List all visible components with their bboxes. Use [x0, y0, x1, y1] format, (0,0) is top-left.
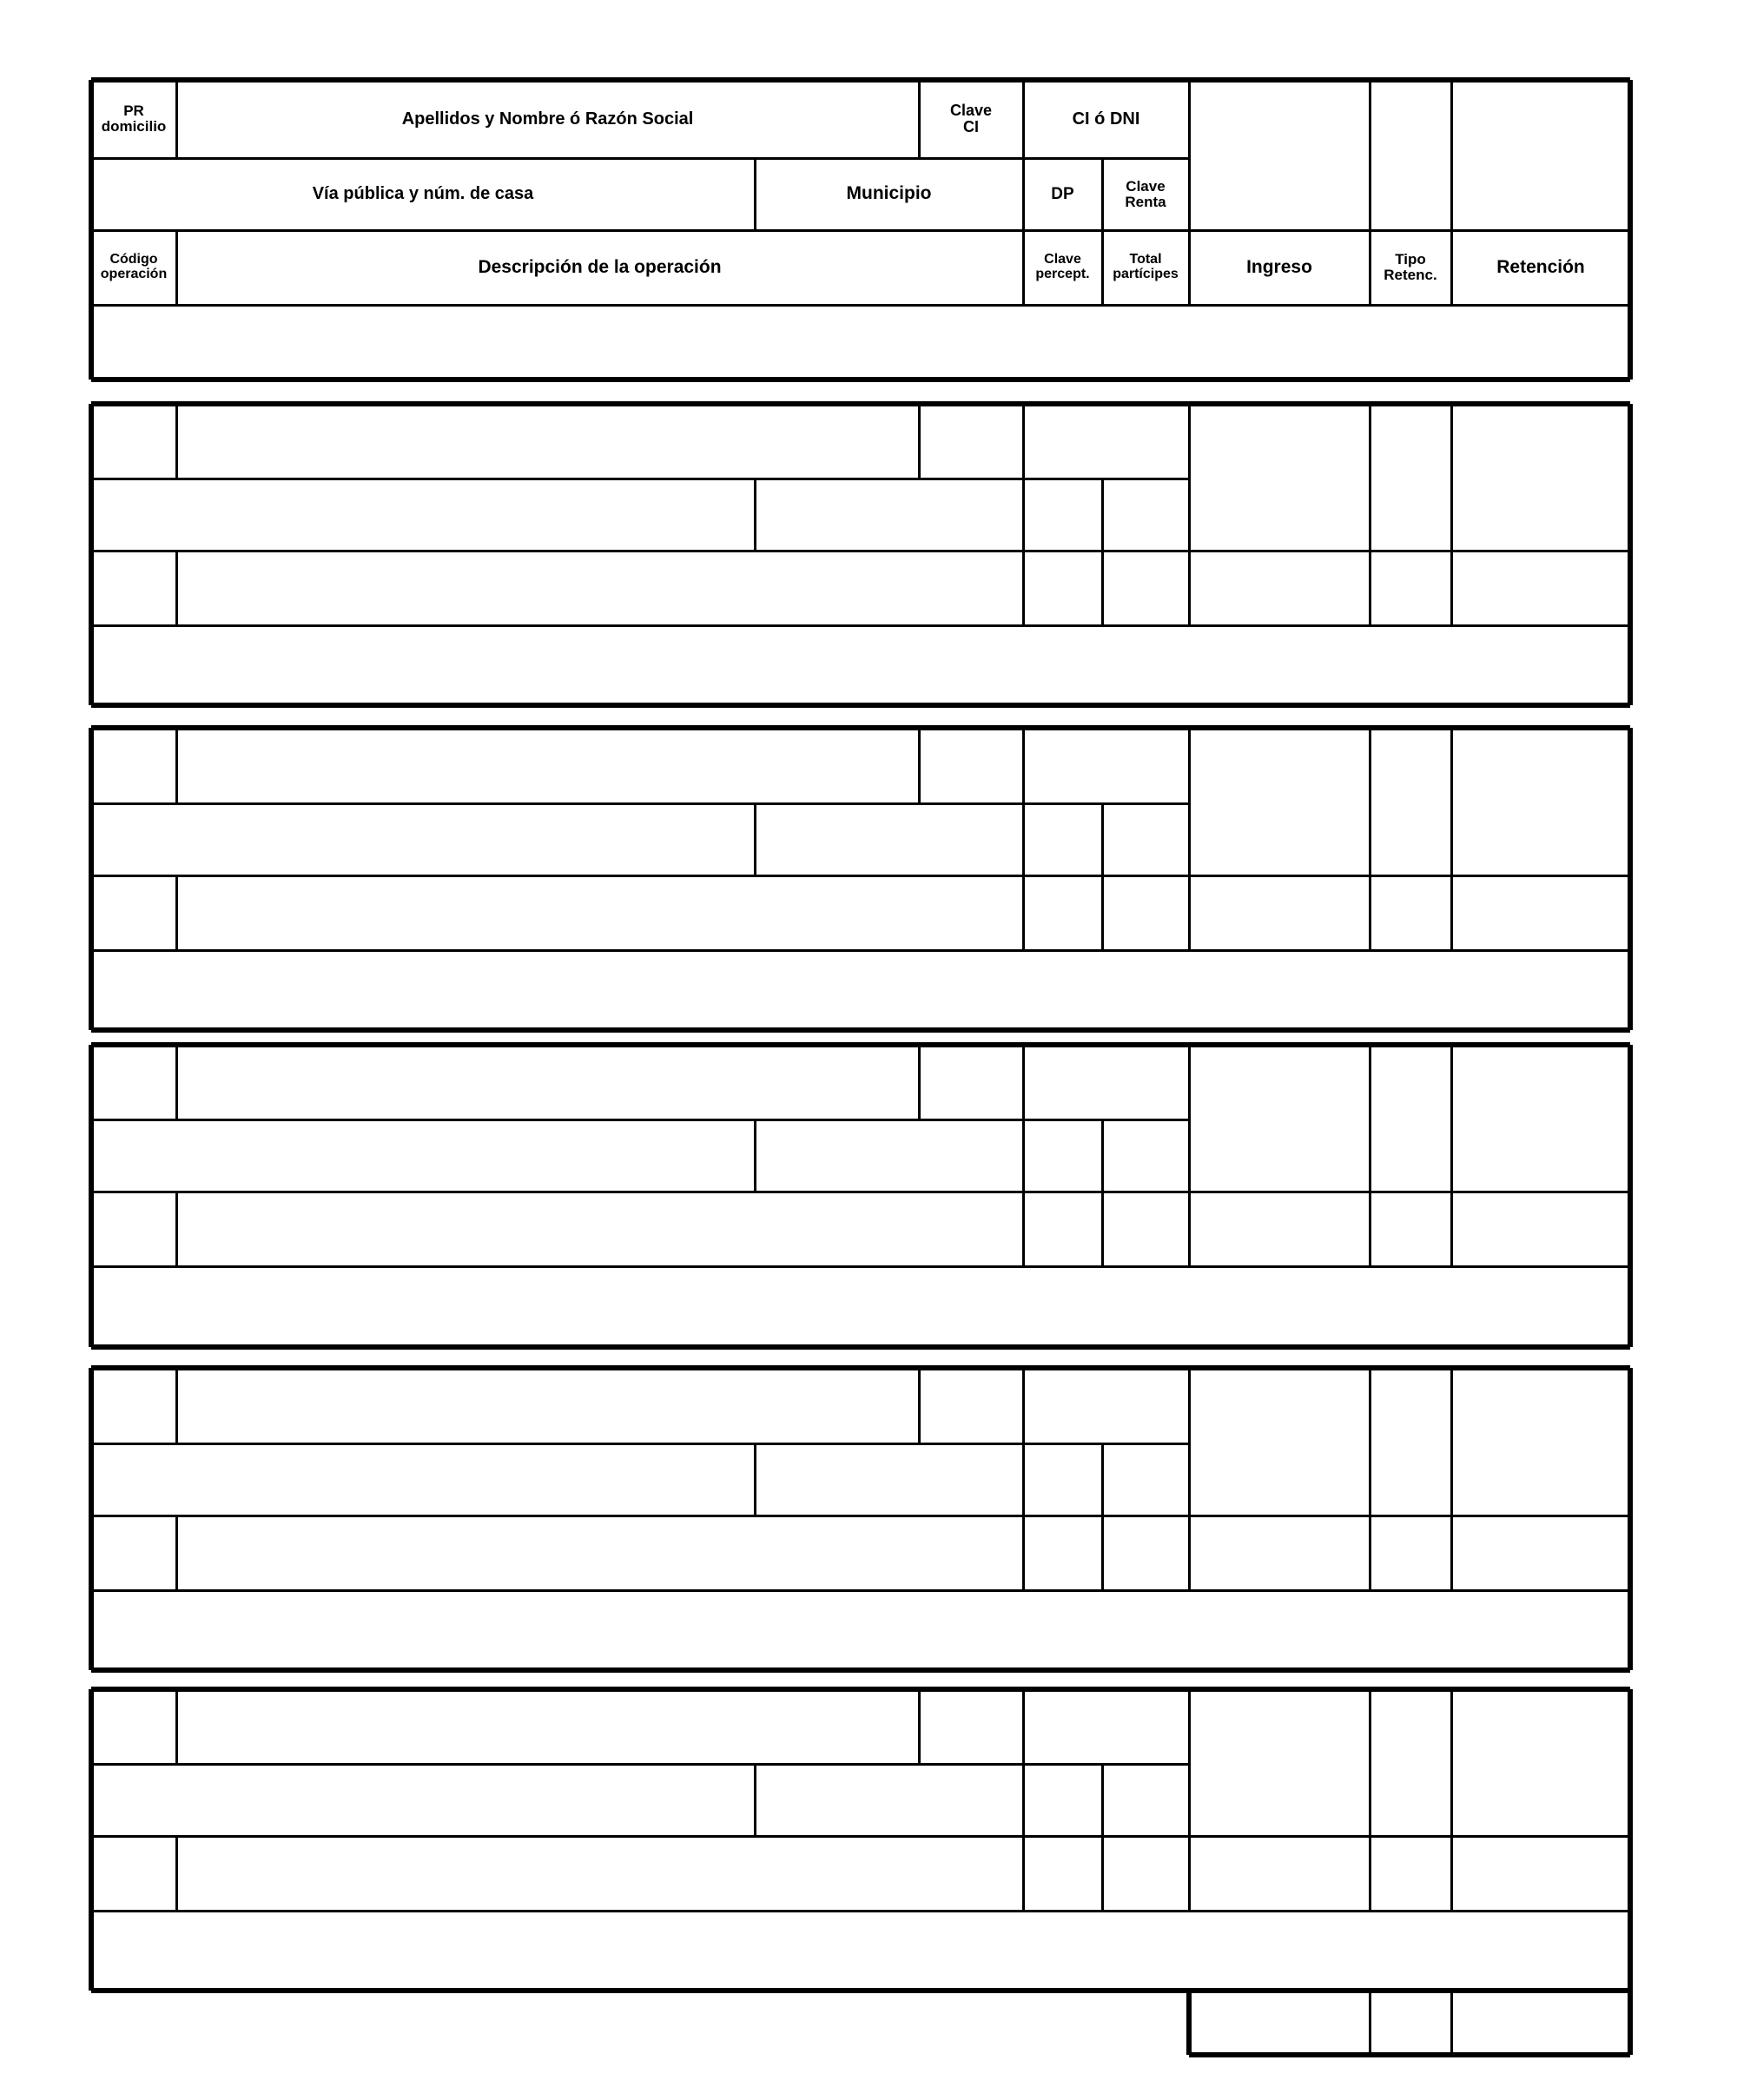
entry-5-municipio-field[interactable] — [757, 1767, 1020, 1833]
entry-2-notes-field[interactable] — [94, 953, 1628, 1027]
entry-5-pr-domicilio-field[interactable] — [94, 1692, 174, 1761]
rule-line — [91, 875, 1630, 877]
entry-1-clave-ci-field[interactable] — [921, 406, 1020, 476]
total-tipo-retenc-field[interactable] — [1372, 1993, 1449, 2052]
entry-2-border-right — [1628, 728, 1633, 1030]
rule-line — [91, 1835, 1630, 1838]
rule-line — [91, 1910, 1630, 1912]
entry-3-tipo-retenc-sum-field[interactable] — [1372, 1194, 1449, 1264]
entry-5-dp-field[interactable] — [1026, 1767, 1100, 1833]
rule-line — [918, 1368, 921, 1443]
entry-4-tipo-retenc-sum-field[interactable] — [1372, 1518, 1449, 1588]
rule-line — [1450, 1689, 1453, 1911]
entry-4-municipio-field[interactable] — [757, 1446, 1020, 1513]
rule-line — [754, 1119, 756, 1192]
entry-3-municipio-field[interactable] — [757, 1122, 1020, 1189]
label-clave-renta: Clave Renta — [1125, 177, 1166, 210]
entry-5-ci-dni-field[interactable] — [1026, 1692, 1186, 1761]
rule-line — [91, 624, 1630, 627]
entry-1-total-participes-field[interactable] — [1105, 553, 1186, 623]
rule-line — [175, 404, 178, 479]
rule-line — [1101, 1192, 1104, 1266]
rule-line — [918, 1045, 921, 1119]
label-retencion: Retención — [1496, 256, 1585, 277]
rule-line — [1022, 1689, 1025, 1764]
rule-line — [91, 1191, 1630, 1193]
entry-2-ingreso-field[interactable] — [1192, 730, 1367, 873]
rule-line — [175, 1836, 178, 1911]
entry-3-retencion-sum-field[interactable] — [1454, 1194, 1628, 1264]
rule-line — [1101, 1516, 1104, 1590]
entry-1-codigo-operacion-field[interactable] — [94, 553, 174, 623]
entry-4-clave-renta-field[interactable] — [1105, 1446, 1186, 1513]
entry-2-retencion-field[interactable] — [1454, 730, 1628, 873]
entry-3-ingreso-field[interactable] — [1192, 1047, 1367, 1189]
entry-1-ingreso-field[interactable] — [1192, 406, 1367, 548]
entry-4-notes-field[interactable] — [94, 1593, 1628, 1667]
entry-2-total-participes-field[interactable] — [1105, 878, 1186, 948]
label-ingreso: Ingreso — [1246, 256, 1312, 277]
entry-3-total-participes-field[interactable] — [1105, 1194, 1186, 1264]
entry-4-apellidos-nombre-field[interactable] — [179, 1370, 916, 1441]
entry-1-border-right — [1628, 404, 1633, 705]
entry-4-border-bottom — [91, 1667, 1630, 1673]
rule-line — [175, 1045, 178, 1119]
rule-line — [1101, 875, 1104, 950]
entry-1-ingreso-sum-field[interactable] — [1192, 553, 1367, 623]
total-ingreso-field[interactable] — [1192, 1993, 1367, 2052]
label-clave-percept: Clave percept. — [1035, 252, 1090, 281]
entry-3-descripcion-operacion-field[interactable] — [179, 1194, 1020, 1264]
label-clave-ci: Clave CI — [949, 102, 993, 135]
rule-line — [1022, 479, 1025, 551]
entry-4-border-right — [1628, 1368, 1633, 1670]
rule-line — [1188, 728, 1191, 950]
entry-1-municipio-field[interactable] — [757, 481, 1020, 548]
rule-line — [175, 551, 178, 625]
rule-line — [1369, 1991, 1371, 2055]
rule-line — [1022, 1516, 1025, 1590]
entry-2-tipo-retenc-sum-field[interactable] — [1372, 878, 1449, 948]
rule-line — [1101, 1443, 1104, 1516]
entry-4-dp-field[interactable] — [1026, 1446, 1100, 1513]
label-descripcion-operacion: Descripción de la operación — [478, 256, 722, 277]
entry-3-dp-field[interactable] — [1026, 1122, 1100, 1189]
rule-line — [175, 1368, 178, 1443]
rule-line — [1022, 1119, 1025, 1192]
label-apellidos-nombre: Apellidos y Nombre ó Razón Social — [401, 109, 694, 129]
entry-3-tipo-retenc-field[interactable] — [1372, 1047, 1449, 1189]
entry-5-tipo-retenc-field[interactable] — [1372, 1692, 1449, 1833]
rule-line — [1369, 1045, 1371, 1266]
rule-line — [91, 1515, 1630, 1517]
entry-3-codigo-operacion-field[interactable] — [94, 1194, 174, 1264]
entry-4-ingreso-sum-field[interactable] — [1192, 1518, 1367, 1588]
entry-5-retencion-sum-field[interactable] — [1454, 1839, 1628, 1908]
rule-line — [1022, 1836, 1025, 1911]
rule-line — [754, 1443, 756, 1516]
rule-line — [1022, 1045, 1025, 1119]
rule-line — [91, 1589, 1630, 1592]
entry-3-retencion-field[interactable] — [1454, 1047, 1628, 1189]
rule-line — [918, 728, 921, 803]
entry-1-clave-percept-field[interactable] — [1026, 553, 1100, 623]
rule-line — [1369, 1368, 1371, 1590]
entry-2-ingreso-sum-field[interactable] — [1192, 878, 1367, 948]
entry-5-total-participes-field[interactable] — [1105, 1839, 1186, 1908]
rule-line — [1450, 1045, 1453, 1266]
rule-line — [918, 404, 921, 479]
label-codigo-operacion: Código operación — [100, 252, 168, 281]
entry-3-notes-field[interactable] — [94, 1269, 1628, 1344]
rule-line — [1101, 1119, 1104, 1192]
entry-1-ci-dni-field[interactable] — [1026, 406, 1186, 476]
rule-line — [1022, 1192, 1025, 1266]
entry-4-pr-domicilio-field[interactable] — [94, 1370, 174, 1441]
entry-3-apellidos-nombre-field[interactable] — [179, 1047, 916, 1117]
rule-line — [1450, 404, 1453, 625]
entry-2-descripcion-operacion-field[interactable] — [179, 878, 1020, 948]
entry-4-tipo-retenc-field[interactable] — [1372, 1370, 1449, 1513]
entry-2-retencion-sum-field[interactable] — [1454, 878, 1628, 948]
rule-line — [1022, 803, 1025, 875]
rule-line — [175, 1689, 178, 1764]
entry-3-clave-ci-field[interactable] — [921, 1047, 1020, 1117]
entry-5-tipo-retenc-sum-field[interactable] — [1372, 1839, 1449, 1908]
entry-2-tipo-retenc-field[interactable] — [1372, 730, 1449, 873]
rule-line — [1188, 1368, 1191, 1590]
entry-5-clave-percept-field[interactable] — [1026, 1839, 1100, 1908]
rule-line — [91, 1265, 1630, 1268]
entry-5-via-publica-field[interactable] — [94, 1767, 752, 1833]
totals-border-right — [1628, 1991, 1633, 2055]
rule-line — [175, 1192, 178, 1266]
rule-line — [1022, 404, 1025, 479]
rule-line — [1188, 1045, 1191, 1266]
rule-line — [918, 1689, 921, 1764]
rule-line — [1022, 551, 1025, 625]
entry-2-clave-percept-field[interactable] — [1026, 878, 1100, 948]
rule-line — [1369, 1689, 1371, 1911]
entry-5-clave-ci-field[interactable] — [921, 1692, 1020, 1761]
rule-line — [175, 875, 178, 950]
entry-1-retencion-sum-field[interactable] — [1454, 553, 1628, 623]
entry-4-retencion-field[interactable] — [1454, 1370, 1628, 1513]
label-municipio: Municipio — [846, 183, 932, 204]
entry-4-total-participes-field[interactable] — [1105, 1518, 1186, 1588]
entry-1-border-bottom — [91, 703, 1630, 708]
entry-1-via-publica-field[interactable] — [94, 481, 752, 548]
label-ci-dni: CI ó DNI — [1072, 109, 1140, 129]
totals-border-bottom — [1189, 2052, 1630, 2057]
entry-4-descripcion-operacion-field[interactable] — [179, 1518, 1020, 1588]
entry-2-municipio-field[interactable] — [757, 806, 1020, 873]
rule-line — [754, 803, 756, 875]
entry-4-via-publica-field[interactable] — [94, 1446, 752, 1513]
label-tipo-retenc: Tipo Retenc. — [1384, 251, 1437, 283]
rule-line — [1101, 479, 1104, 551]
rule-line — [1101, 803, 1104, 875]
rule-line — [1450, 1991, 1453, 2055]
entry-4-retencion-sum-field[interactable] — [1454, 1518, 1628, 1588]
entry-2-via-publica-field[interactable] — [94, 806, 752, 873]
header-border-bottom — [91, 377, 1630, 382]
entry-3-ci-dni-field[interactable] — [1026, 1047, 1186, 1117]
rule-line — [1369, 404, 1371, 625]
entry-3-via-publica-field[interactable] — [94, 1122, 752, 1189]
totals-border-top — [1189, 1990, 1630, 1992]
entry-4-clave-percept-field[interactable] — [1026, 1518, 1100, 1588]
entry-3-clave-renta-field[interactable] — [1105, 1122, 1186, 1189]
rule-line — [91, 949, 1630, 952]
entry-1-notes-field[interactable] — [94, 628, 1628, 703]
entry-3-pr-domicilio-field[interactable] — [94, 1047, 174, 1117]
label-via-publica: Vía pública y núm. de casa — [312, 184, 534, 203]
rule-line — [1450, 728, 1453, 950]
rule-line — [175, 1516, 178, 1590]
label-dp: DP — [1051, 184, 1074, 203]
entry-4-ingreso-field[interactable] — [1192, 1370, 1367, 1513]
entry-1-clave-renta-field[interactable] — [1105, 481, 1186, 548]
entry-4-ci-dni-field[interactable] — [1026, 1370, 1186, 1441]
entry-5-ingreso-field[interactable] — [1192, 1692, 1367, 1833]
entry-3-clave-percept-field[interactable] — [1026, 1194, 1100, 1264]
entry-2-clave-renta-field[interactable] — [1105, 806, 1186, 873]
total-retencion-field[interactable] — [1454, 1993, 1628, 2052]
entry-2-border-bottom — [91, 1027, 1630, 1033]
entry-3-border-bottom — [91, 1344, 1630, 1350]
entry-2-pr-domicilio-field[interactable] — [94, 730, 174, 801]
entry-1-apellidos-nombre-field[interactable] — [179, 406, 916, 476]
rule-line — [1022, 875, 1025, 950]
rule-line — [1101, 1764, 1104, 1836]
entry-1-tipo-retenc-field[interactable] — [1372, 406, 1449, 548]
rule-line — [1022, 1764, 1025, 1836]
label-total-participes: Total partícipes — [1113, 252, 1179, 281]
rule-line — [1188, 404, 1191, 625]
entry-2-ci-dni-field[interactable] — [1026, 730, 1186, 801]
entry-5-notes-field[interactable] — [94, 1913, 1628, 1988]
entry-1-tipo-retenc-sum-field[interactable] — [1372, 553, 1449, 623]
entry-5-descripcion-operacion-field[interactable] — [179, 1839, 1020, 1908]
entry-3-border-right — [1628, 1045, 1633, 1347]
entry-5-retencion-field[interactable] — [1454, 1692, 1628, 1833]
label-pr-domicilio: PR domicilio — [101, 102, 167, 135]
entry-3-ingreso-sum-field[interactable] — [1192, 1194, 1367, 1264]
entry-1-retencion-field[interactable] — [1454, 406, 1628, 548]
entry-4-clave-ci-field[interactable] — [921, 1370, 1020, 1441]
entry-5-apellidos-nombre-field[interactable] — [179, 1692, 916, 1761]
rule-line — [1022, 1443, 1025, 1516]
rule-line — [1450, 1368, 1453, 1590]
entry-4-codigo-operacion-field[interactable] — [94, 1518, 174, 1588]
entry-5-border-right — [1628, 1689, 1633, 1991]
entry-1-descripcion-operacion-field[interactable] — [179, 553, 1020, 623]
rule-line — [1369, 728, 1371, 950]
entry-2-codigo-operacion-field[interactable] — [94, 878, 174, 948]
entry-2-apellidos-nombre-field[interactable] — [179, 730, 916, 801]
rule-line — [1101, 1836, 1104, 1911]
rule-line — [175, 728, 178, 803]
rule-line — [754, 479, 756, 551]
entry-5-codigo-operacion-field[interactable] — [94, 1839, 174, 1908]
rule-line — [754, 1764, 756, 1836]
entry-5-ingreso-sum-field[interactable] — [1192, 1839, 1367, 1908]
entry-2-dp-field[interactable] — [1026, 806, 1100, 873]
entry-1-dp-field[interactable] — [1026, 481, 1100, 548]
rule-line — [1022, 1368, 1025, 1443]
entry-2-clave-ci-field[interactable] — [921, 730, 1020, 801]
rule-line — [91, 550, 1630, 552]
rule-line — [1022, 728, 1025, 803]
entry-1-pr-domicilio-field[interactable] — [94, 406, 174, 476]
rule-line — [1188, 1689, 1191, 1911]
entry-5-clave-renta-field[interactable] — [1105, 1767, 1186, 1833]
rule-line — [1101, 551, 1104, 625]
